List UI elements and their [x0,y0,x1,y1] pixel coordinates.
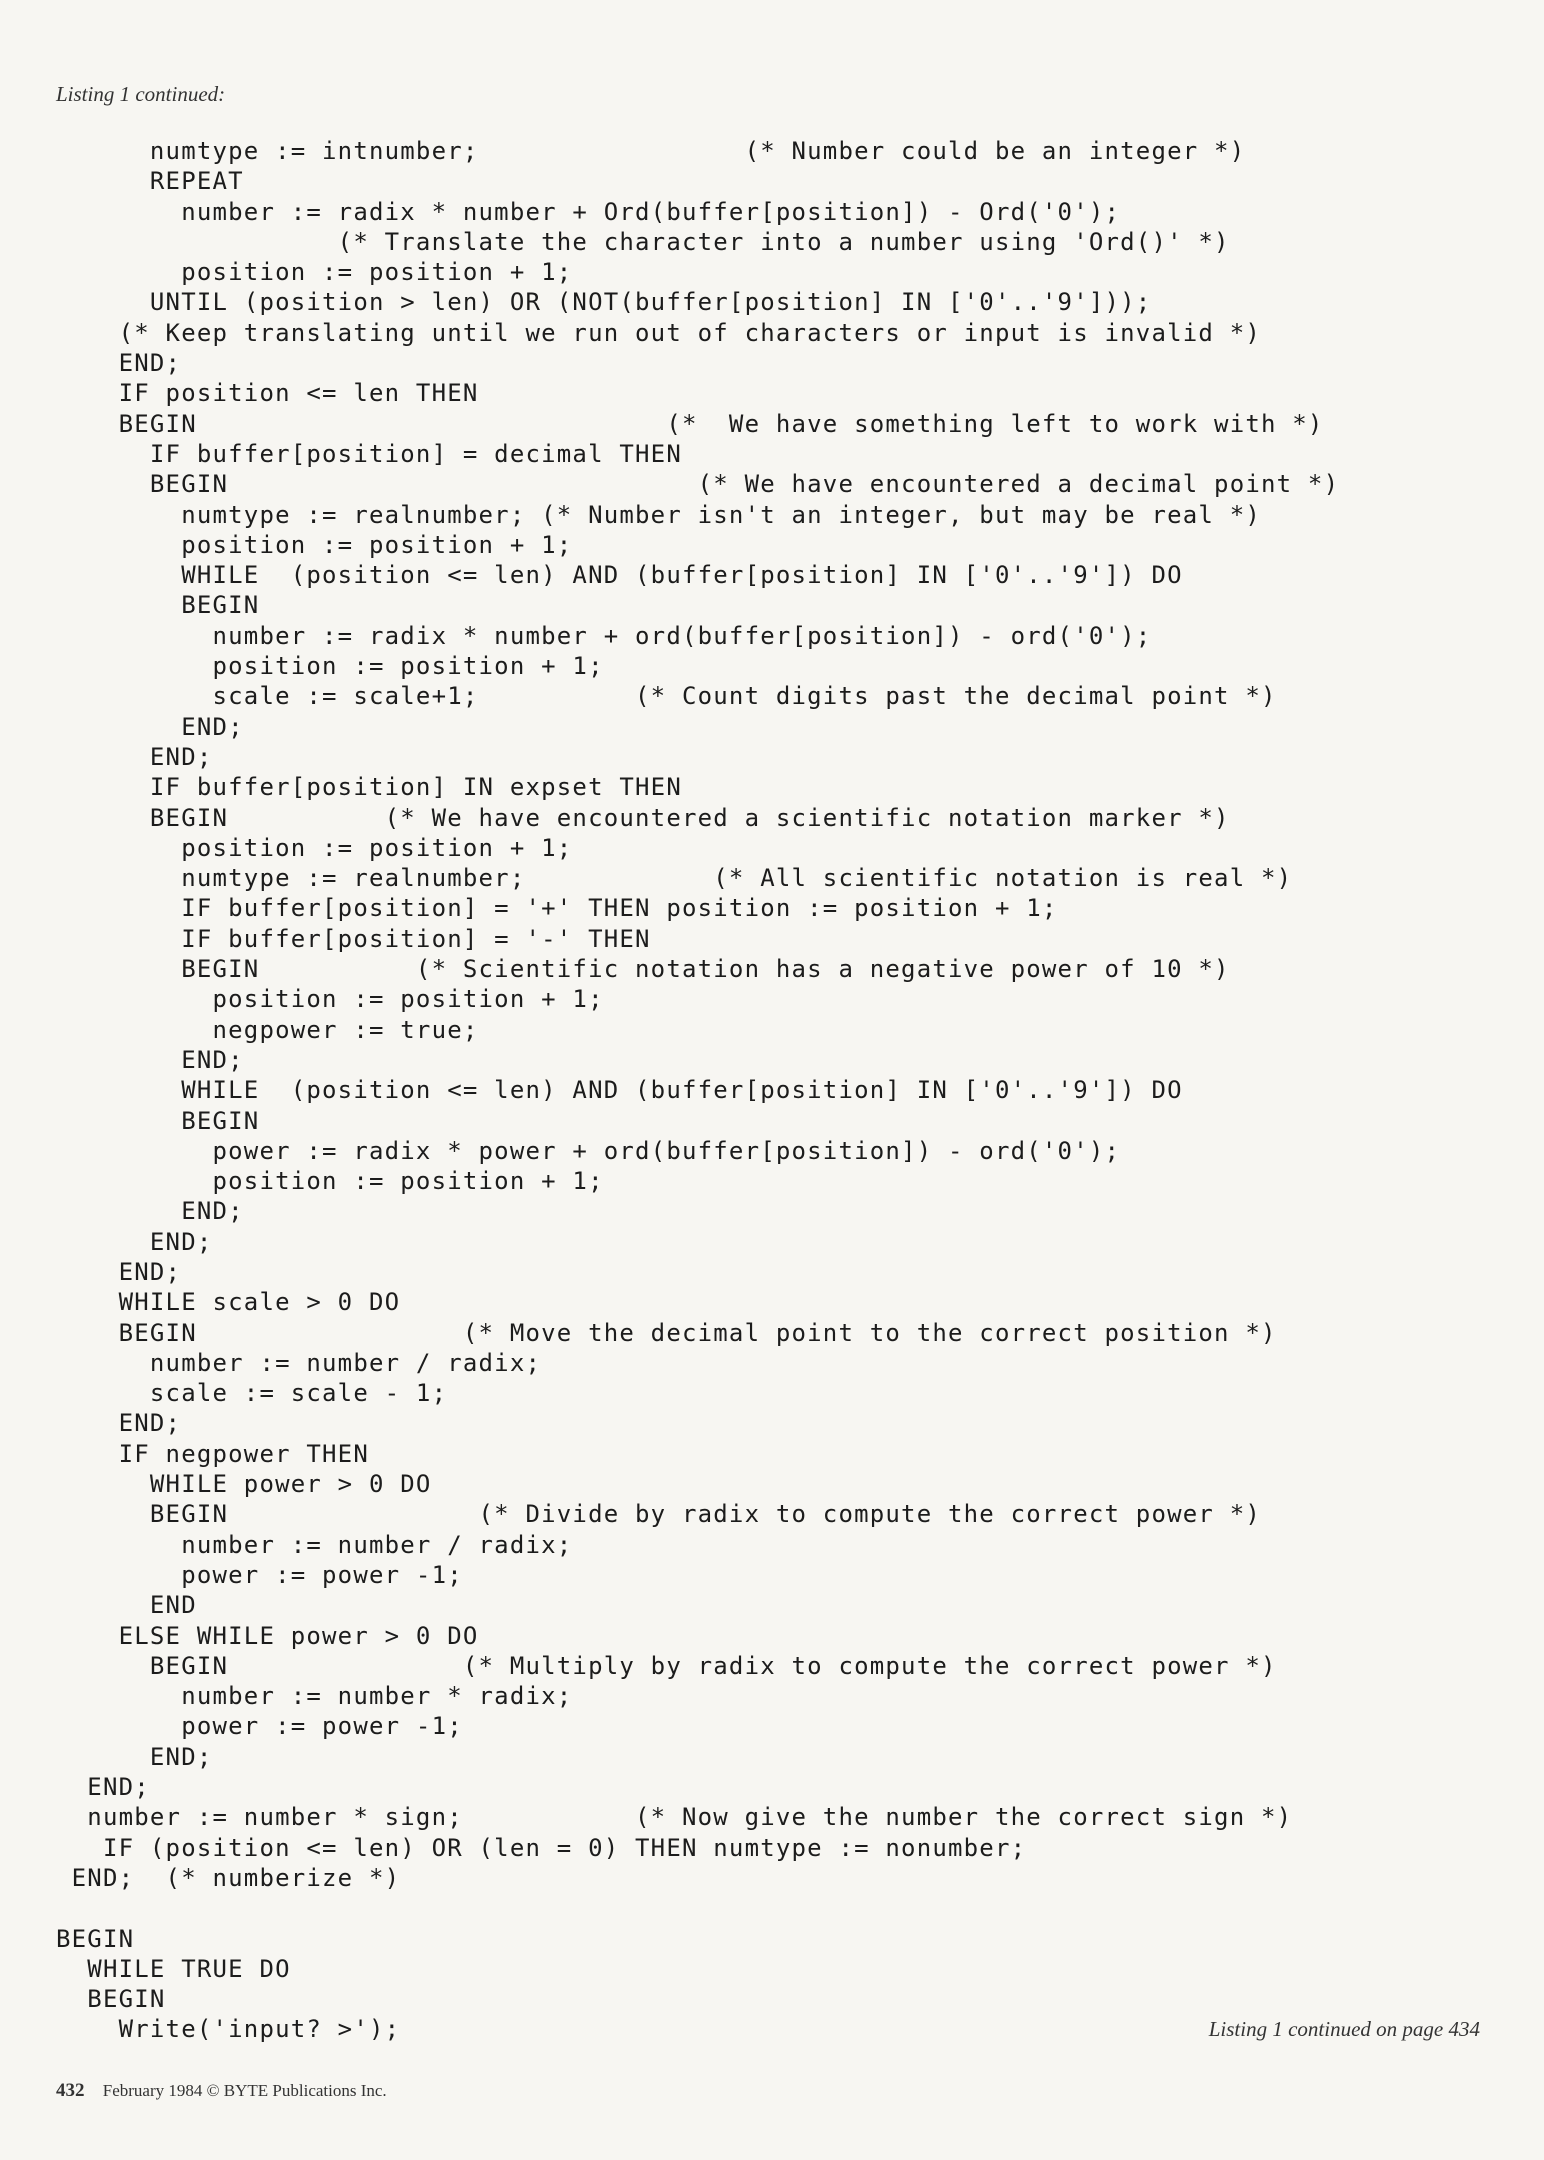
code-line: numtype := intnumber; (* Number could be an integer *) [56,137,1246,165]
page-number: 432 [56,2080,85,2101]
code-line: END; [56,1197,244,1226]
code-line: IF (position <= len) OR (len = 0) THEN numtype := nonumber; [56,1833,1027,1862]
code-line: BEGIN (* Scientific notation has a negative power of 10 *) [56,955,1230,984]
code-line: power := power -1; [56,1560,463,1589]
code-line: END; [56,349,182,378]
code-line: number := number * radix; [56,1682,573,1711]
code-line: BEGIN (* Move the decimal point to the correct position *) [56,1318,1277,1347]
code-line: BEGIN [56,591,260,620]
code-line: BEGIN (* Divide by radix to compute the correct power *) [56,1500,1261,1529]
code-line: IF negpower THEN [56,1439,369,1468]
code-line: ELSE WHILE power > 0 DO [56,1621,479,1650]
continued-note: Listing 1 continued on page 434 [1208,2017,1480,2041]
code-line: numtype := realnumber; (* All scientific notation is real *) [56,864,1293,893]
code-line: IF buffer[position] IN expset THEN [56,773,682,802]
code-line: scale := scale - 1; [56,1379,448,1408]
code-line: power := radix * power + ord(buffer[position]) - ord('0'); [56,1136,1121,1165]
listing-header: Listing 1 continued: [56,82,226,106]
code-line: BEGIN (* We have encountered a scientific notation marker *) [56,803,1230,832]
page-footer [56,2080,387,2102]
code-line: (* Translate the character into a number using 'Ord()' *) [56,227,1230,256]
code-line: Write('input? >'); [56,2015,401,2044]
code-line: number := number * sign; (* Now give the number the correct sign *) [56,1803,1293,1832]
code-line: power := power -1; [56,1712,463,1741]
code-line: IF position <= len THEN [56,379,479,408]
code-line: BEGIN (* Multiply by radix to compute the correct power *) [56,1651,1277,1680]
code-line: position := position + 1; [56,258,573,287]
code-line: REPEAT [56,167,244,196]
code-line: scale := scale+1; (* Count digits past the decimal point *) [56,682,1277,711]
code-line: UNTIL (position > len) OR (NOT(buffer[position] IN ['0'..'9'])); [56,288,1152,317]
code-line: number := radix * number + ord(buffer[position]) - ord('0'); [56,621,1152,650]
code-line: BEGIN [56,1924,135,1953]
code-line: position := position + 1; [56,530,573,559]
code-line: END; [56,1227,213,1256]
code-line: END; (* numberize *) [56,1863,401,1892]
code-line: BEGIN [56,1106,260,1135]
publication-info: February 1984 © BYTE Publications Inc. [102,2081,387,2100]
code-line: position := position + 1; [56,1167,604,1196]
code-line: number := number / radix; [56,1530,573,1559]
code-line: number := radix * number + Ord(buffer[position]) - Ord('0'); [56,197,1121,226]
code-line: BEGIN (* We have encountered a decimal point *) [56,470,1340,499]
code-line: IF buffer[position] = '-' THEN [56,924,651,953]
code-line: WHILE (position <= len) AND (buffer[position] IN ['0'..'9']) DO [56,561,1183,590]
code-line: END; [56,1045,244,1074]
code-line: IF buffer[position] = decimal THEN [56,439,682,468]
code-line: negpower := true; [56,1015,479,1044]
code-line: IF buffer[position] = '+' THEN position := position + 1; [56,894,1058,923]
code-listing [56,136,1339,2045]
code-line: position := position + 1; [56,833,573,862]
code-line: WHILE (position <= len) AND (buffer[position] IN ['0'..'9']) DO [56,1076,1183,1105]
code-line: END [56,1591,197,1620]
code-line: WHILE power > 0 DO [56,1470,432,1499]
code-line: END; [56,1409,182,1438]
code-line: (* Keep translating until we run out of characters or input is invalid *) [56,318,1261,347]
code-line: number := number / radix; [56,1348,542,1377]
code-line: position := position + 1; [56,985,604,1014]
code-line: BEGIN (* We have something left to work with *) [56,409,1324,438]
code-line: END; [56,712,244,741]
code-line: WHILE TRUE DO [56,1954,291,1983]
code-line: WHILE scale > 0 DO [56,1288,401,1317]
code-line [56,1893,1339,1923]
code-line: BEGIN [56,1985,166,2014]
code-line: position := position + 1; [56,652,604,681]
code-line: numtype := realnumber; (* Number isn't an integer, but may be real *) [56,500,1261,529]
code-line: END; [56,742,213,771]
code-line: END; [56,1773,150,1802]
code-line: END; [56,1257,182,1286]
code-line: END; [56,1742,213,1771]
